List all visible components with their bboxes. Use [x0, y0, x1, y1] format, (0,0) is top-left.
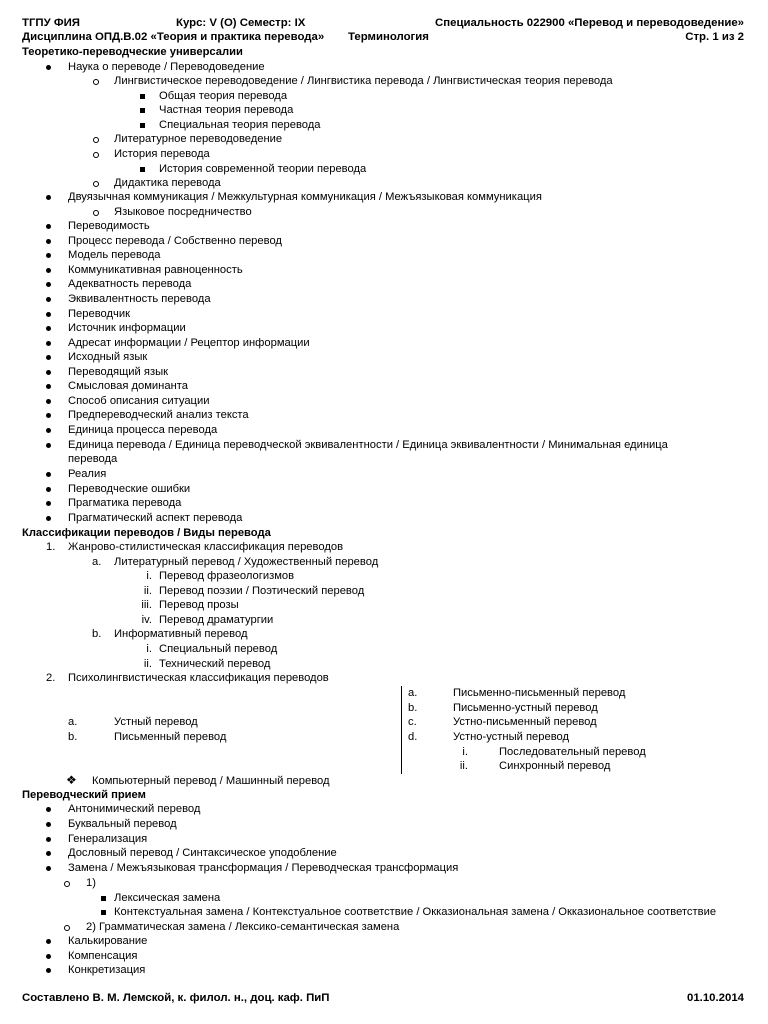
section-title: Теоретико-переводческие универсалии — [22, 46, 243, 58]
list-item: Наука о переводе / Переводоведение — [68, 61, 265, 73]
list-item: История современной теории перевода — [159, 163, 367, 175]
square-bullet-icon — [140, 94, 145, 99]
list-item: Предпереводческий анализ текста — [68, 409, 249, 421]
list-item: Устно-устный перевод — [453, 731, 570, 743]
bullet-icon — [46, 807, 51, 812]
list-item: Антонимический перевод — [68, 803, 201, 815]
list-item: Общая теория перевода — [159, 90, 288, 102]
bullet-icon — [46, 65, 51, 70]
header-page: Стр. 1 из 2 — [685, 31, 744, 43]
list-item: Литературный перевод / Художественный перевод — [114, 556, 379, 568]
bullet-icon — [46, 239, 51, 244]
list-item: Последовательный перевод — [499, 746, 646, 758]
circle-bullet-icon — [64, 925, 70, 931]
list-item: Калькирование — [68, 935, 148, 947]
list-item: Дидактика перевода — [114, 177, 221, 189]
header-course: Курс: V (О) Семестр: IX — [176, 17, 306, 29]
bullet-icon — [46, 472, 51, 477]
bullet-icon — [46, 968, 51, 973]
list-letter: b. — [92, 628, 102, 640]
square-bullet-icon — [101, 896, 106, 901]
bullet-icon — [46, 326, 51, 331]
section-title: Переводческий прием — [22, 789, 146, 801]
list-roman: iv. — [141, 614, 152, 626]
list-letter: a. — [68, 716, 78, 728]
list-item: Частная теория перевода — [159, 104, 294, 116]
list-item: Адресат информации / Рецептор информации — [68, 337, 310, 349]
list-item: Компенсация — [68, 950, 138, 962]
bullet-icon — [46, 413, 51, 418]
list-item: Генерализация — [68, 833, 148, 845]
list-roman: i. — [146, 643, 152, 655]
list-letter: b. — [68, 731, 78, 743]
bullet-icon — [46, 851, 51, 856]
list-number: 2. — [46, 672, 56, 684]
header-topic: Терминология — [348, 31, 429, 43]
bullet-icon — [46, 516, 51, 521]
list-roman: ii. — [143, 585, 152, 597]
list-roman: ii. — [143, 658, 152, 670]
circle-bullet-icon — [93, 210, 99, 216]
list-roman: i. — [146, 570, 152, 582]
square-bullet-icon — [140, 108, 145, 113]
bullet-icon — [46, 268, 51, 273]
list-item: Компьютерный перевод / Машинный перевод — [92, 775, 330, 787]
bullet-icon — [46, 487, 51, 492]
list-item: Прагматический аспект перевода — [68, 512, 243, 524]
section-title: Классификации переводов / Виды перевода — [22, 527, 271, 539]
bullet-icon — [46, 370, 51, 375]
circle-bullet-icon — [93, 181, 99, 187]
bullet-icon — [46, 253, 51, 258]
list-item: Жанрово-стилистическая классификация переводов — [68, 541, 344, 553]
list-item: Лингвистическое переводоведение / Лингвистика перевода / Лингвистическая теория перевода — [114, 75, 613, 87]
list-item: 2) Грамматическая замена / Лексико-семантическая замена — [86, 921, 400, 933]
list-roman: iii. — [141, 599, 152, 611]
list-letter: d. — [408, 731, 418, 743]
list-item: Перевод прозы — [159, 599, 239, 611]
list-letter: a. — [92, 556, 102, 568]
header-discipline: Дисциплина ОПД.В.02 «Теория и практика перевода» — [22, 31, 325, 43]
bullet-icon — [46, 297, 51, 302]
square-bullet-icon — [101, 910, 106, 915]
diamond-bullet-icon: ❖ — [66, 773, 77, 787]
list-item: Источник информации — [68, 322, 186, 334]
square-bullet-icon — [140, 123, 145, 128]
list-item: Эквивалентность перевода — [68, 293, 211, 305]
list-item: Смысловая доминанта — [68, 380, 188, 392]
list-item: Переводчик — [68, 308, 131, 320]
list-item: Письменно-письменный перевод — [453, 687, 626, 699]
list-item: Перевод драматургии — [159, 614, 274, 626]
list-item-continuation: перевода — [68, 453, 118, 465]
list-item: История перевода — [114, 148, 210, 160]
bullet-icon — [46, 341, 51, 346]
bullet-icon — [46, 501, 51, 506]
list-item: Лексическая замена — [114, 892, 221, 904]
list-item: Информативный перевод — [114, 628, 248, 640]
bullet-icon — [46, 282, 51, 287]
column-divider — [401, 686, 402, 774]
list-item: Письменно-устный перевод — [453, 702, 598, 714]
list-item: Конкретизация — [68, 964, 146, 976]
bullet-icon — [46, 443, 51, 448]
list-item: Прагматика перевода — [68, 497, 182, 509]
bullet-icon — [46, 195, 51, 200]
list-item: Модель перевода — [68, 249, 161, 261]
list-item: Устный перевод — [114, 716, 198, 728]
square-bullet-icon — [140, 167, 145, 172]
list-item: Буквальный перевод — [68, 818, 177, 830]
list-item: Замена / Межъязыковая трансформация / Переводческая трансформация — [68, 862, 459, 874]
list-item: Переводимость — [68, 220, 150, 232]
list-item: Психолингвистическая классификация переводов — [68, 672, 329, 684]
bullet-icon — [46, 224, 51, 229]
list-item: Переводящий язык — [68, 366, 169, 378]
bullet-icon — [46, 399, 51, 404]
list-item: Письменный перевод — [114, 731, 227, 743]
list-letter: a. — [408, 687, 418, 699]
list-item: Реалия — [68, 468, 107, 480]
circle-bullet-icon — [64, 881, 70, 887]
footer-date: 01.10.2014 — [686, 992, 744, 1004]
bullet-icon — [46, 954, 51, 959]
list-item: Перевод фразеологизмов — [159, 570, 295, 582]
list-item: Адекватность перевода — [68, 278, 192, 290]
bullet-icon — [46, 428, 51, 433]
header-specialty: Специальность 022900 «Перевод и переводоведение» — [435, 17, 744, 29]
list-number: 1) — [86, 877, 96, 889]
list-item: Синхронный перевод — [499, 760, 611, 772]
list-item: Исходный язык — [68, 351, 148, 363]
bullet-icon — [46, 312, 51, 317]
bullet-icon — [46, 939, 51, 944]
list-item: Перевод поэзии / Поэтический перевод — [159, 585, 365, 597]
list-item: Процесс перевода / Собственно перевод — [68, 235, 282, 247]
header-org: ТГПУ ФИЯ — [22, 17, 80, 29]
circle-bullet-icon — [93, 79, 99, 85]
circle-bullet-icon — [93, 152, 99, 158]
list-item: Единица процесса перевода — [68, 424, 218, 436]
bullet-icon — [46, 355, 51, 360]
list-item: Контекстуальная замена / Контекстуальное соответствие / Окказиональная замена / Окказиональное соответствие — [114, 906, 717, 918]
list-roman: i. — [462, 746, 468, 758]
bullet-icon — [46, 837, 51, 842]
list-item: Специальный перевод — [159, 643, 278, 655]
bullet-icon — [46, 384, 51, 389]
list-item: Переводческие ошибки — [68, 483, 191, 495]
list-item: Литературное переводоведение — [114, 133, 283, 145]
list-item: Технический перевод — [159, 658, 271, 670]
bullet-icon — [46, 866, 51, 871]
list-roman: ii. — [459, 760, 468, 772]
circle-bullet-icon — [93, 137, 99, 143]
list-item: Двуязычная коммуникация / Межкультурная коммуникация / Межъязыковая коммуникация — [68, 191, 542, 203]
bullet-icon — [46, 822, 51, 827]
list-item: Единица перевода / Единица переводческой эквивалентности / Единица эквивалентности / Минимальная единица — [68, 439, 668, 451]
list-letter: b. — [408, 702, 418, 714]
list-item: Способ описания ситуации — [68, 395, 210, 407]
list-item: Устно-письменный перевод — [453, 716, 597, 728]
list-item: Коммуникативная равноценность — [68, 264, 243, 276]
list-item: Дословный перевод / Синтаксическое уподобление — [68, 847, 337, 859]
list-item: Языковое посредничество — [114, 206, 252, 218]
list-item: Специальная теория перевода — [159, 119, 321, 131]
list-number: 1. — [46, 541, 56, 553]
list-letter: c. — [408, 716, 417, 728]
footer-author: Составлено В. М. Лемской, к. филол. н., доц. каф. ПиП — [22, 992, 330, 1004]
